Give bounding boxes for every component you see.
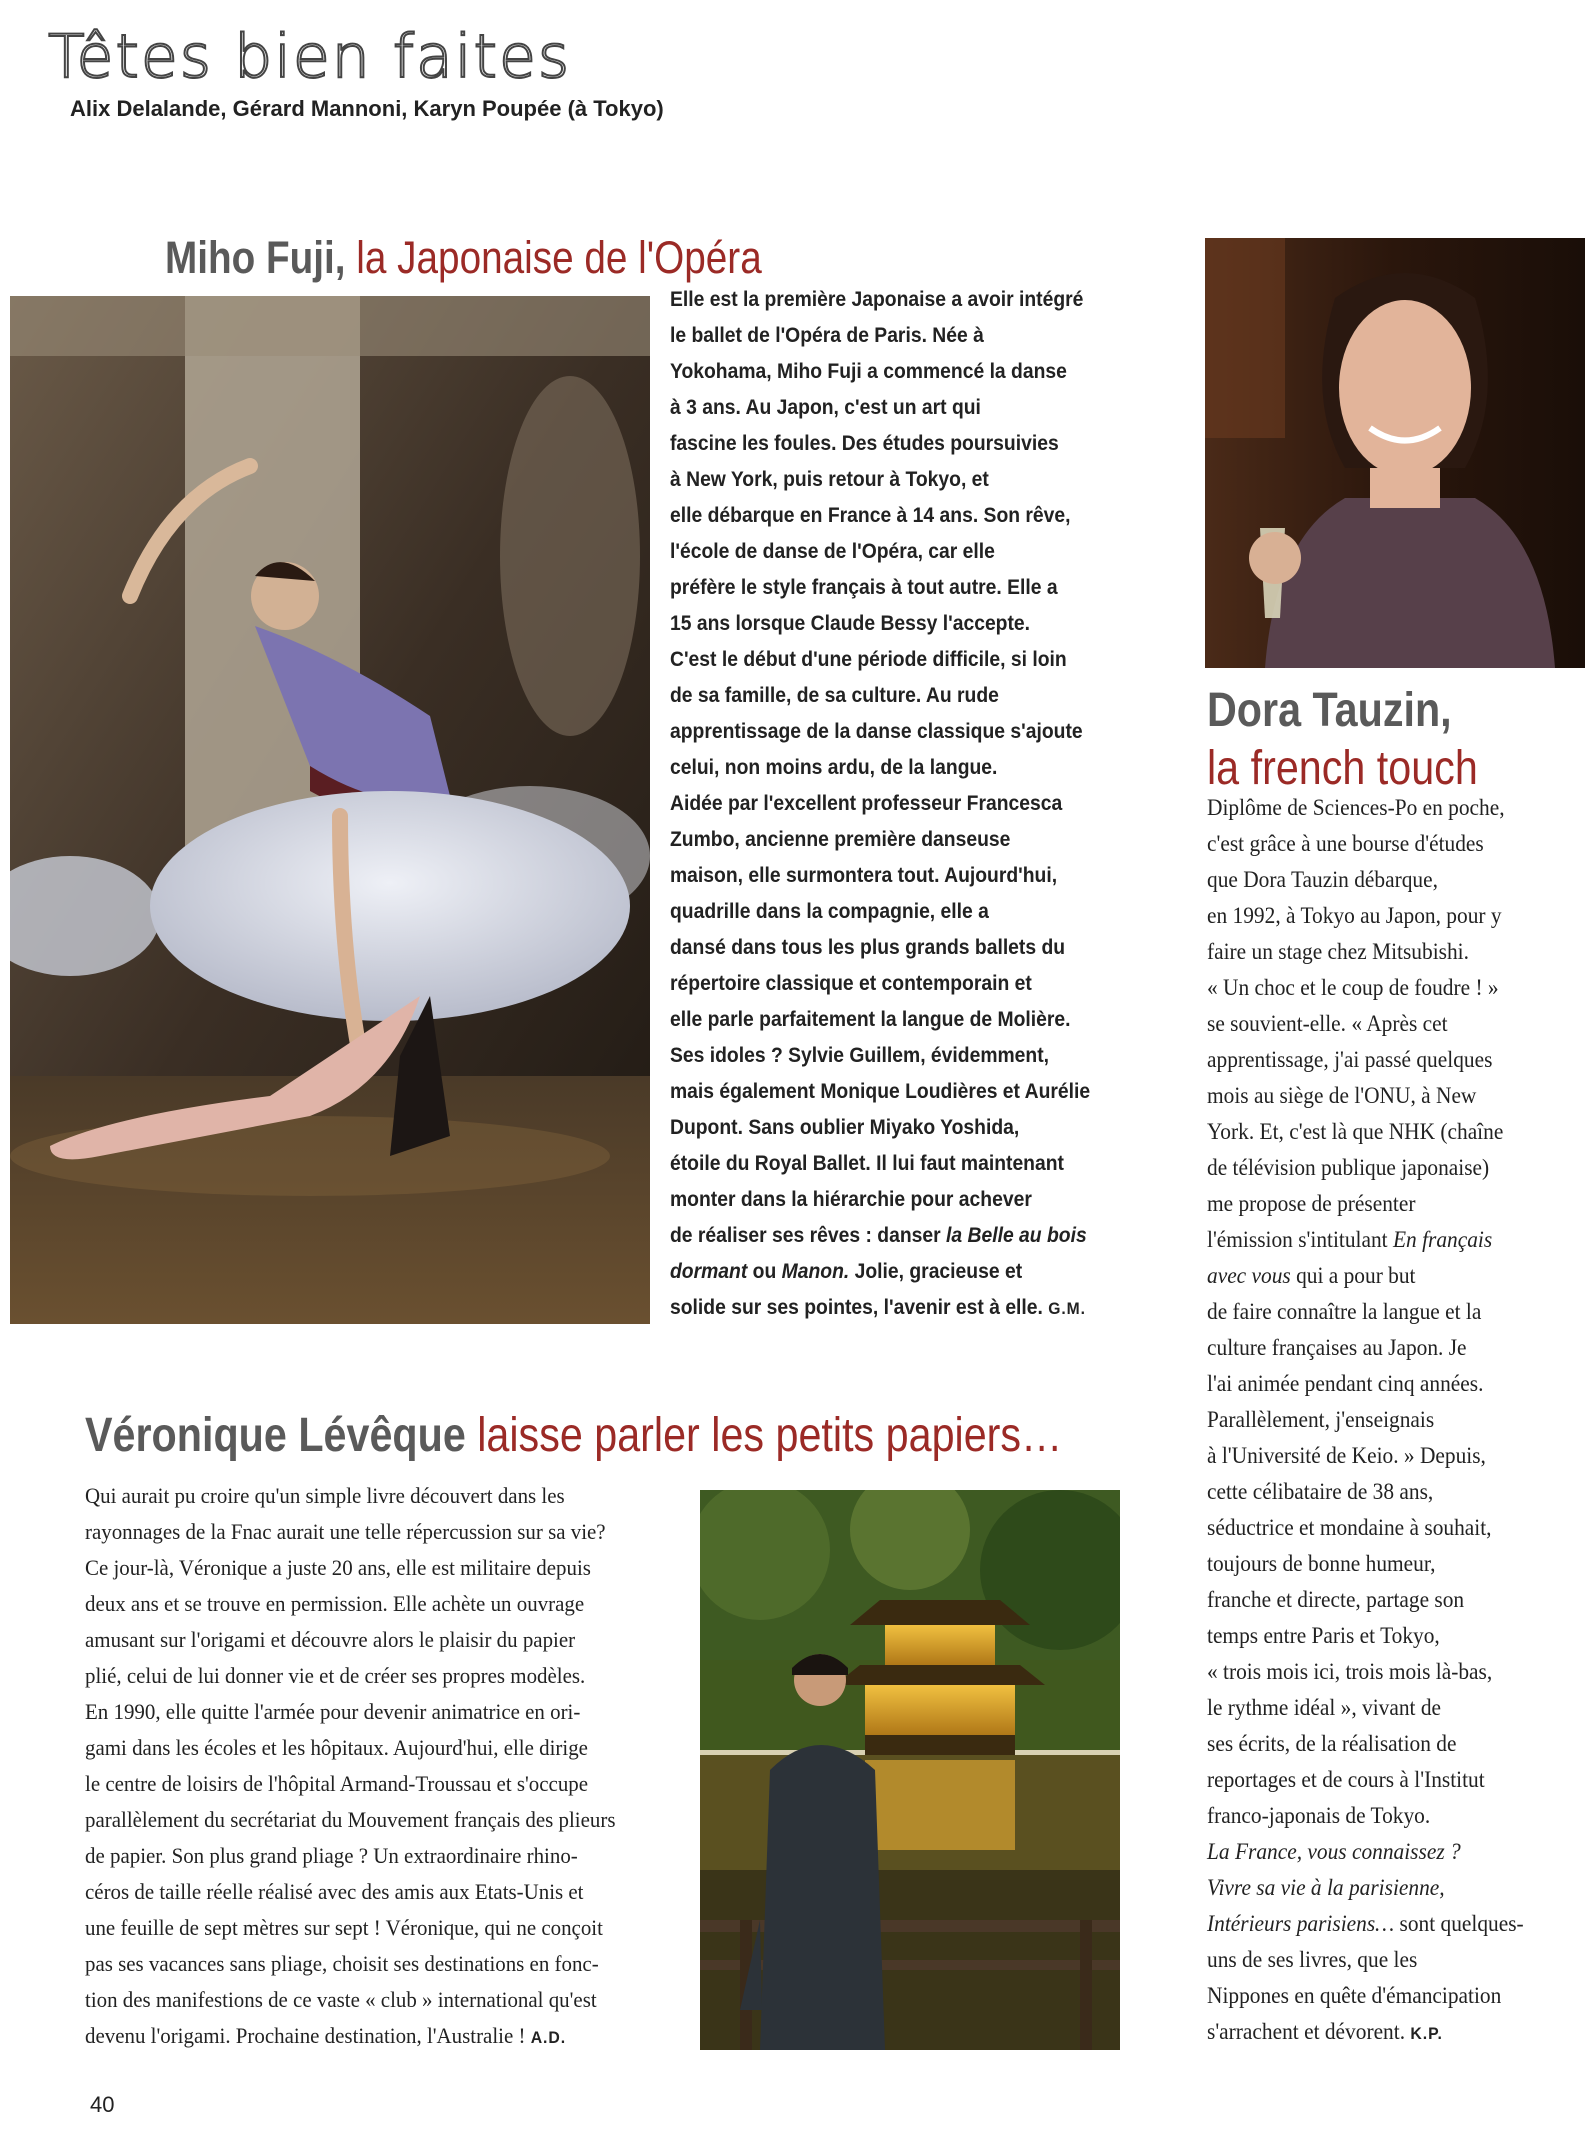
golden-pavilion-photo [700, 1490, 1120, 2050]
dora-tauzin-photo [1205, 238, 1585, 668]
show-title-part2: avec vous [1207, 1263, 1291, 1288]
dora-heading-subtitle: la french touch [1207, 742, 1478, 795]
text-line: amusant sur l'origami et découvre alors le plaisir du papier [85, 1627, 576, 1652]
text-line: faire un stage chez Mitsubishi. [1207, 939, 1469, 964]
text-line [670, 1218, 1102, 1254]
text-fragment: de réaliser ses rêves : danser [670, 1224, 947, 1247]
text-line: se souvient-elle. « Après cet [1207, 1011, 1448, 1036]
text-line: apprentissage de la danse classique s'ajoute [670, 720, 1083, 743]
text-fragment: devenu l'origami. Prochaine destination, l'Australie ! [85, 2023, 531, 2048]
text-line: l'ai animée pendant cinq années. [1207, 1371, 1484, 1396]
text-fragment: l'émission s'intitulant [1207, 1227, 1393, 1252]
text-line: apprentissage, j'ai passé quelques [1207, 1047, 1493, 1072]
author-signature: K.P. [1410, 2024, 1443, 2043]
text-line [85, 2018, 643, 2056]
ballet-dancer-photo [10, 296, 650, 1324]
text-fragment: s'arrachent et dévorent. [1207, 2019, 1411, 2044]
text-line: Diplôme de Sciences-Po en poche, [1207, 795, 1505, 820]
text-line [1207, 1870, 1551, 1906]
book-title: Vivre sa vie à la parisienne, [1207, 1875, 1445, 1900]
book-title: La France, vous connaissez ? [1207, 1839, 1461, 1864]
dora-heading-name: Dora Tauzin, [1207, 684, 1452, 737]
text-line: quadrille dans la compagnie, elle a [670, 900, 989, 923]
text-line: céros de taille réelle réalisé avec des amis aux Etats-Unis et [85, 1879, 584, 1904]
text-line [1207, 1834, 1551, 1870]
ballet-title-dormant: dormant [670, 1260, 748, 1283]
miho-heading [165, 232, 762, 284]
text-line: à New York, puis retour à Tokyo, et [670, 468, 989, 491]
text-line: tion des manifestions de ce vaste « club » international qu'est [85, 1987, 597, 2012]
text-fragment: Jolie, gracieuse et [849, 1260, 1023, 1283]
text-line [1207, 1906, 1551, 1942]
miho-heading-name: Miho Fuji, [165, 232, 346, 283]
text-line: gami dans les écoles et les hôpitaux. Aujourd'hui, elle dirige [85, 1735, 588, 1760]
veronique-heading-subtitle: laisse parler les petits papiers… [465, 1409, 1063, 1462]
text-line: Qui aurait pu croire qu'un simple livre découvert dans les [85, 1483, 565, 1508]
text-line: Ce jour-là, Véronique a juste 20 ans, elle est militaire depuis [85, 1555, 591, 1580]
ballet-title-manon: Manon. [781, 1260, 850, 1283]
text-line: uns de ses livres, que les [1207, 1947, 1418, 1972]
text-line: Nippones en quête d'émancipation [1207, 1983, 1502, 2008]
text-line: parallèlement du secrétariat du Mouvement français des plieurs [85, 1807, 616, 1832]
text-line: deux ans et se trouve en permission. Elle achète un ouvrage [85, 1591, 585, 1616]
text-line: maison, elle surmontera tout. Aujourd'hui, [670, 864, 1058, 887]
text-line: répertoire classique et contemporain et [670, 972, 1032, 995]
text-line: de télévision publique japonaise) [1207, 1155, 1490, 1180]
miho-article-body [670, 282, 1140, 1327]
authors-byline: Alix Delalande, Gérard Mannoni, Karyn Poupée (à Tokyo) [70, 96, 664, 121]
veronique-heading [85, 1408, 1062, 1463]
text-line: Zumbo, ancienne première danseuse [670, 828, 1011, 851]
text-line: dansé dans tous les plus grands ballets du [670, 936, 1066, 959]
text-line: reportages et de cours à l'Institut [1207, 1767, 1485, 1792]
text-line: à l'Université de Keio. » Depuis, [1207, 1443, 1486, 1468]
text-line: Elle est la première Japonaise a avoir intégré [670, 288, 1084, 311]
text-line: préfère le style français à tout autre. Elle a [670, 576, 1058, 599]
text-line: rayonnages de la Fnac aurait une telle répercussion sur sa vie? [85, 1519, 606, 1544]
text-line: « trois mois ici, trois mois là-bas, [1207, 1659, 1493, 1684]
text-line: York. Et, c'est là que NHK (chaîne [1207, 1119, 1504, 1144]
text-fragment: qui a pour but [1290, 1263, 1416, 1288]
text-line [1207, 2014, 1551, 2052]
text-line [670, 1254, 1102, 1290]
text-line: en 1992, à Tokyo au Japon, pour y [1207, 903, 1502, 928]
text-line [670, 1290, 1102, 1327]
text-line: franco-japonais de Tokyo. [1207, 1803, 1431, 1828]
text-fragment: solide sur ses pointes, l'avenir est à elle. [670, 1296, 1049, 1319]
text-line: séductrice et mondaine à souhait, [1207, 1515, 1492, 1540]
text-line: elle parle parfaitement la langue de Molière. [670, 1008, 1071, 1031]
text-line: étoile du Royal Ballet. Il lui faut maintenant [670, 1152, 1064, 1175]
text-line: de papier. Son plus grand pliage ? Un extraordinaire rhino- [85, 1843, 578, 1868]
text-line: monter dans la hiérarchie pour achever [670, 1188, 1032, 1211]
text-line: l'école de danse de l'Opéra, car elle [670, 540, 995, 563]
text-line: que Dora Tauzin débarque, [1207, 867, 1438, 892]
text-line: mois au siège de l'ONU, à New [1207, 1083, 1477, 1108]
text-line: franche et directe, partage son [1207, 1587, 1465, 1612]
ballet-title-belle: la Belle au bois [946, 1224, 1087, 1247]
section-title: Têtes bien faites [48, 22, 572, 92]
text-line [1207, 1222, 1551, 1258]
text-line: elle débarque en France à 14 ans. Son rêve, [670, 504, 1071, 527]
text-line: C'est le début d'une période difficile, si loin [670, 648, 1067, 671]
text-fragment: sont quelques- [1394, 1911, 1524, 1936]
text-line: 15 ans lorsque Claude Bessy l'accepte. [670, 612, 1031, 635]
book-title: Intérieurs parisiens… [1207, 1911, 1395, 1936]
text-line: pas ses vacances sans pliage, choisit ses destinations en fonc- [85, 1951, 599, 1976]
text-line: cette célibataire de 38 ans, [1207, 1479, 1434, 1504]
text-line: Yokohama, Miho Fuji a commencé la danse [670, 360, 1067, 383]
text-line: Ses idoles ? Sylvie Guillem, évidemment, [670, 1044, 1050, 1067]
text-line: de sa famille, de sa culture. Au rude [670, 684, 999, 707]
text-line: En 1990, elle quitte l'armée pour devenir animatrice en ori- [85, 1699, 581, 1724]
veronique-heading-name: Véronique Lévêque [85, 1409, 466, 1462]
author-signature: G.M. [1048, 1299, 1086, 1318]
text-line: Dupont. Sans oublier Miyako Yoshida, [670, 1116, 1020, 1139]
text-line: le rythme idéal », vivant de [1207, 1695, 1442, 1720]
text-line: ses écrits, de la réalisation de [1207, 1731, 1457, 1756]
text-fragment: ou [747, 1260, 782, 1283]
text-line: Aidée par l'excellent professeur Francesca [670, 792, 1063, 815]
text-line: temps entre Paris et Tokyo, [1207, 1623, 1440, 1648]
text-line: fascine les foules. Des études poursuivies [670, 432, 1059, 455]
text-line: Parallèlement, j'enseignais [1207, 1407, 1435, 1432]
text-line: le ballet de l'Opéra de Paris. Née à [670, 324, 984, 347]
text-line: celui, non moins ardu, de la langue. [670, 756, 998, 779]
text-line: le centre de loisirs de l'hôpital Armand-Troussau et s'occupe [85, 1771, 589, 1796]
text-line: culture françaises au Japon. Je [1207, 1335, 1467, 1360]
author-signature: A.D. [530, 2028, 567, 2047]
text-line: de faire connaître la langue et la [1207, 1299, 1482, 1324]
text-line: plié, celui de lui donner vie et de créer ses propres modèles. [85, 1663, 586, 1688]
dora-heading [1207, 682, 1478, 798]
text-line: « Un choc et le coup de foudre ! » [1207, 975, 1499, 1000]
show-title-part1: En français [1392, 1227, 1493, 1252]
text-line: une feuille de sept mètres sur sept ! Véronique, qui ne conçoit [85, 1915, 603, 1940]
miho-heading-subtitle: la Japonaise de l'Opéra [345, 232, 762, 283]
page-number: 40 [90, 2092, 115, 2117]
text-line: c'est grâce à une bourse d'études [1207, 831, 1484, 856]
dora-article-body [1207, 790, 1577, 2052]
text-line: toujours de bonne humeur, [1207, 1551, 1436, 1576]
text-line: à 3 ans. Au Japon, c'est un art qui [670, 396, 981, 419]
veronique-article-body [85, 1478, 685, 2056]
text-line [1207, 1258, 1551, 1294]
text-line: mais également Monique Loudières et Aurélie [670, 1080, 1091, 1103]
text-line: me propose de présenter [1207, 1191, 1416, 1216]
